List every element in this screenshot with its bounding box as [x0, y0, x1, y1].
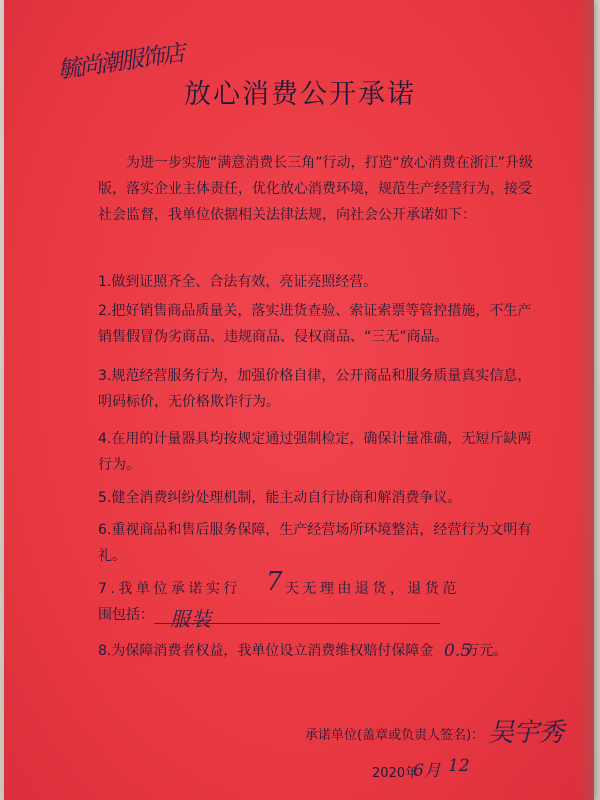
handwritten-merchant-name: 毓尚潮服饰店: [56, 40, 185, 84]
handwritten-return-scope: 服装: [170, 607, 212, 631]
pledge-item-1: 1.做到证照齐全、合法有效，亮证亮照经营。: [98, 274, 378, 290]
handwritten-signature: 吴宇秀: [488, 718, 564, 748]
handwritten-month: 6月: [413, 761, 441, 781]
item7-scope-label: 围包括：: [98, 607, 154, 623]
signature-label: 承诺单位(盖章或负责人签名)：: [305, 728, 485, 743]
pledge-item-5: 5.健全消费纠纷处理机制，能主动自行协商和解消费争议。: [98, 490, 462, 506]
item8-prefix: 8.为保障消费者权益，我单位设立消费维权赔付保障金: [98, 643, 434, 659]
page-edge-shadow: [578, 0, 594, 800]
intro-paragraph: 为进一步实施“满意消费长三角”行动，打造“放心消费在浙江”升级版，落实企业主体责任，优化放心消费环境，规范生产经营行为，接受社会监督，我单位依据相关法律法规，向社会公开承诺如下：: [98, 155, 534, 223]
document-title: 放心消费公开承诺: [184, 79, 416, 110]
pledge-item-8: [98, 638, 538, 664]
item8-suffix: 万元。: [465, 643, 508, 659]
item7-suffix: 天无理由退货，退货范: [284, 581, 460, 597]
item7-prefix: 7.我单位承诺实行: [98, 581, 241, 597]
pledge-item-2: 2.把好销售商品质量关，落实进货查验、索证索票等管控措施，不生产销售假冒伪劣商品、违规商品、侵权商品、“三无”商品。: [98, 303, 532, 345]
red-pledge-sheet: [4, 0, 594, 800]
date-year: 2020年: [372, 766, 419, 781]
handwritten-day: 12: [448, 756, 470, 776]
pledge-item-7: [98, 576, 528, 628]
handwritten-days: 7: [266, 567, 283, 597]
pledge-item-6: 6.重视商品和售后服务保障，生产经营场所环境整洁，经营行为文明有礼。: [98, 522, 532, 564]
pledge-item-3: 3.规范经营服务行为，加强价格自律，公开商品和服务质量真实信息，明码标价，无价格欺诈行为。: [98, 368, 532, 410]
pledge-item-4: 4.在用的计量器具均按规定通过强制检定，确保计量准确，无短斤缺两行为。: [98, 431, 532, 473]
handwritten-amount: 0.5: [444, 641, 472, 661]
